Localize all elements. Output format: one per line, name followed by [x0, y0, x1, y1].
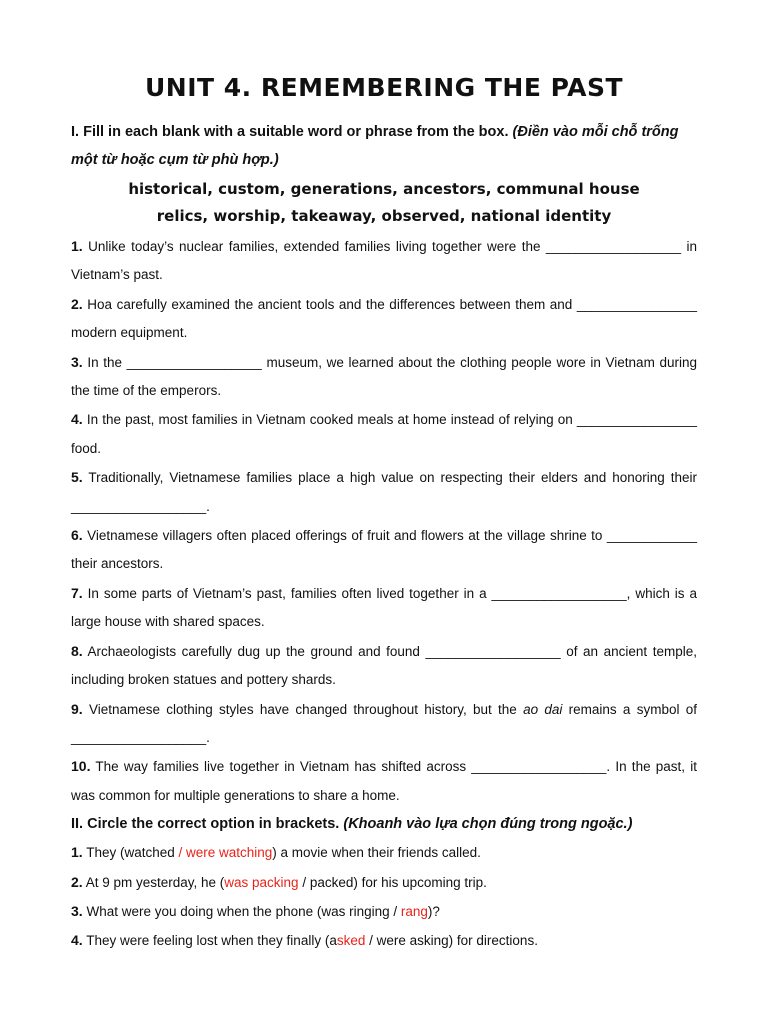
- section1-instruction: I. Fill in each blank with a suitable word or phrase from the box.: [71, 124, 509, 140]
- word-box: [71, 176, 697, 230]
- section1-note: (Điền vào mỗi chỗ trống một từ hoặc cụm từ phù hợp.): [71, 124, 679, 168]
- question-8: 8. Archaeologists carefully dug up the ground and found __________________ of an ancient temple, including broken statues and pottery shards.: [71, 642, 697, 688]
- question-7: 7. In some parts of Vietnam’s past, families often lived together in a __________________, which is a large house with shared spaces.: [71, 584, 697, 630]
- section1-heading: [71, 118, 697, 174]
- question-5: 5. Traditionally, Vietnamese families place a high value on respecting their elders and honoring their __________________.: [71, 469, 697, 514]
- section2-instruction: II. Circle the correct option in brackets.: [71, 816, 340, 833]
- question-1: 1. Unlike today’s nuclear families, extended families living together were the __________________ in Vietnam’s past.: [71, 238, 697, 283]
- page-title: UNIT 4. REMEMBERING THE PAST: [144, 73, 624, 102]
- section2-heading: [71, 810, 697, 838]
- ao-dai-term: ao dai: [523, 701, 563, 717]
- highlighted-answer: sked: [336, 933, 366, 949]
- question-9: 9. Vietnamese clothing styles have changed throughout history, but the ao dai remains a symbol of __________________.: [71, 700, 697, 745]
- word-box-line-1: historical, custom, generations, ancestors, communal house: [128, 180, 640, 198]
- circle-question-2: 2. At 9 pm yesterday, he (was packing / packed) for his upcoming trip.: [71, 873, 487, 890]
- section2-note: (Khoanh vào lựa chọn đúng trong ngoặc.): [343, 816, 633, 833]
- highlighted-answer: rang: [400, 903, 428, 919]
- question-2: 2. Hoa carefully examined the ancient tools and the differences between them and ________________ modern equipment.: [71, 295, 697, 341]
- question-6: 6. Vietnamese villagers often placed offerings of fruit and flowers at the village shrine to ____________ their ancestors.: [71, 527, 697, 572]
- highlighted-answer: / were watching: [174, 845, 273, 861]
- highlighted-answer: was packing: [224, 874, 299, 890]
- question-3: 3. In the __________________ museum, we learned about the clothing people wore in Vietnam during the time of the emperors.: [71, 353, 697, 399]
- question-4: 4. In the past, most families in Vietnam cooked meals at home instead of relying on ________________ food.: [71, 411, 697, 456]
- section2-questions: [71, 838, 697, 956]
- question-10: 10. The way families live together in Vietnam has shifted across __________________. In the past, it was common for multiple generations to share a home.: [71, 758, 697, 803]
- word-box-line-2: relics, worship, takeaway, observed, national identity: [156, 207, 612, 225]
- section1-questions: [71, 232, 697, 810]
- circle-question-4: 4. They were feeling lost when they finally (asked / were asking) for directions.: [71, 932, 538, 949]
- circle-question-3: 3. What were you doing when the phone (was ringing / rang)?: [71, 902, 440, 919]
- circle-question-1: 1. They (watched / were watching) a movie when their friends called.: [71, 844, 481, 861]
